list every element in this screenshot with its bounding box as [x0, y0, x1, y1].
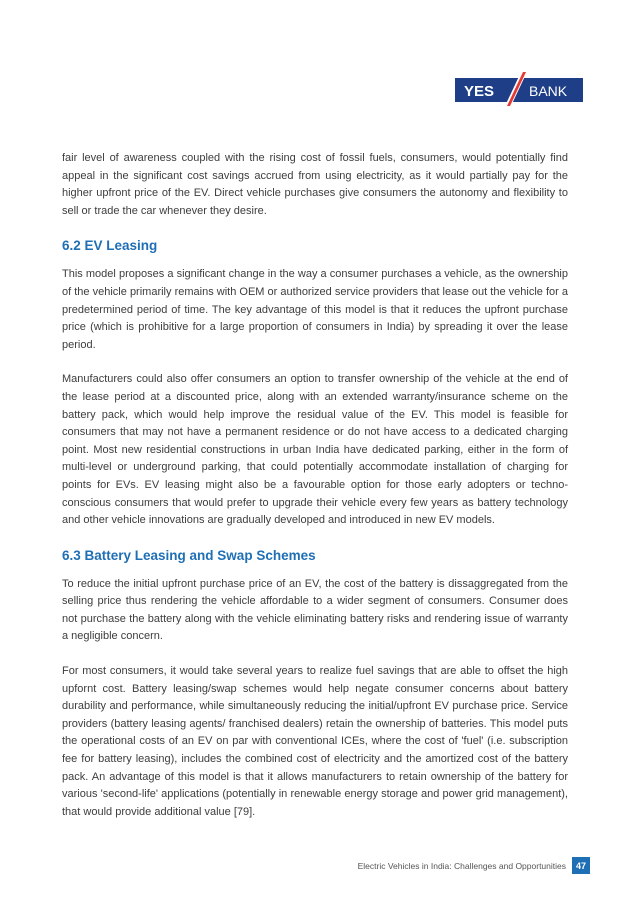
section-heading-battery-leasing: 6.3 Battery Leasing and Swap Schemes — [62, 547, 316, 563]
page-number: 47 — [572, 857, 590, 874]
ev-leasing-paragraph-1: This model proposes a significant change in the way a consumer purchases a vehicle, as the ownership of the vehicle primarily remains with OEM or authorized service providers that lease out the vehicle for a predetermined period of time. The key advantage of this model is that it reduces the upfront purchase price (which is prohibitive for a large proportion of consumers in India) by spreading it over the lease period. — [62, 268, 568, 351]
section-heading-ev-leasing: 6.2 EV Leasing — [62, 238, 158, 254]
page-footer — [358, 857, 590, 874]
logo-text-bank: BANK — [529, 83, 568, 99]
yes-bank-logo-graphic — [455, 72, 583, 106]
footer-title: Electric Vehicles in India: Challenges and Opportunities — [357, 860, 566, 871]
battery-leasing-paragraph-1: To reduce the initial upfront purchase price of an EV, the cost of the battery is dissaggregated from the selling price thus rendering the vehicle affordable to a wider segment of consumers. Consumer does not purchase the battery along with the vehicle eliminating battery risks and rendering issue of warranty a negligible concern. — [62, 577, 568, 643]
page-content — [62, 150, 568, 821]
battery-leasing-paragraph-2: For most consumers, it would take several years to realize fuel savings that are able to offset the high upfornt cost. Battery leasing/swap schemes would help negate consumer concerns about battery durability and performance, while simultaneously reducing the initial/upfront EV purchase price. Service providers (battery leasing agents/ franchised dealers) retain the ownership of batteries. This model puts the operational costs of an EV on par with conventional ICEs, where the cost of 'fuel' (i.e. subscription fee for battery leasing), includes the combined cost of electricity and the amortized cost of the battery pack. An advantage of this model is that it allows manufacturers to retain ownership of the battery for various 'second-life' applications (potentially in renewable energy storage and power grid management), that would provide additional value [79]. — [62, 665, 568, 818]
yes-bank-logo — [455, 72, 583, 106]
intro-paragraph: fair level of awareness coupled with the rising cost of fossil fuels, consumers, would potentially find appeal in the significant cost savings accrued from using electricity, as it would partially pay for the higher upfront price of the EV. Direct vehicle purchases give consumers the autonomy and flexibility to sell or trade the car whenever they desire. — [62, 152, 568, 217]
logo-text-yes: YES — [464, 83, 495, 100]
ev-leasing-paragraph-2: Manufacturers could also offer consumers an option to transfer ownership of the vehicle at the end of the lease period at a discounted price, along with an extended warranty/insurance scheme on the battery pack, which would help improve the residual value of the EV. This model is feasible for consumers that may not have a permanent residence or do not have access to a dedicated charging point. Most new residential constructions in urban India have dedicated parking, either in the form of multi-level or underground parking, that could potentially accommodate installation of charging for points for EVs. EV leasing might also be a favourable option for those early adopters or techno-conscious consumers that would prefer to upgrade their vehicle every few years as battery technology and other vehicle innovations are gradually developed and introduced in new EV models. — [62, 373, 568, 527]
